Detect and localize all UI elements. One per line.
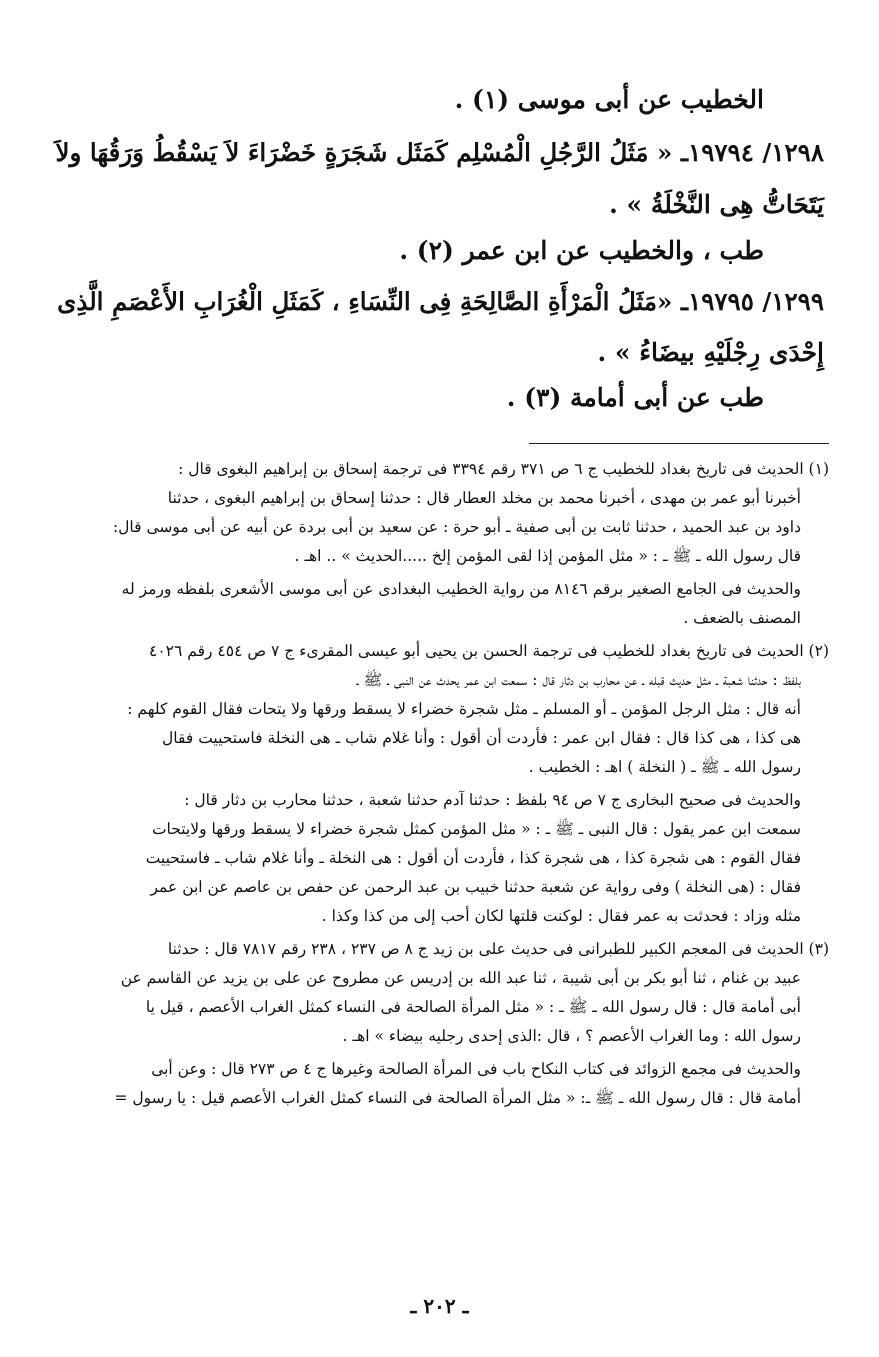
main-line: ١٢٩٨/ ١٩٧٩٤ـ « مَثَلُ الرَّجُلِ الْمُسْلِم كَمَثَل شَجَرَةٍ خَضْرَاءَ لاَ يَسْقُطُ وَرَقُهَا ولاَ — [55, 138, 824, 167]
footnote-separator — [529, 443, 829, 444]
main-line: طب عن أبى أمامة (٣) . — [506, 383, 764, 412]
footnote-line: قال رسول الله ـ ﷺ ـ : « مثل المؤمن إذا لقى المؤمن إلخ .....الحديث » .. اهـ . — [294, 547, 801, 565]
footnote-line: فقال القوم : هى شجرة كذا ، هى شجرة كذا ، فأردت أن أقول : هى النخلة ـ وأنا غلام شاب ـ فاستحييت — [145, 849, 801, 867]
main-line: إِحْدَى رِجْلَيْهِ بيضَاءُ » . — [597, 338, 824, 367]
footnote-line: والحديث فى صحيح البخارى ج ٧ ص ٩٤ بلفظ : حدثنا آدم حدثنا شعبة ، حدثنا محارب بن دثار قال : — [184, 791, 801, 809]
footnote-line: بلفظ : حدثنا شعبة ـ مثل حديث قبله ـ عن محارب بن دثار قال : سمعت ابن عمر يحدث عن النبى ـ ﷺ ـ — [356, 671, 801, 689]
footnote-line: والحديث فى الجامع الصغير برقم ٨١٤٦ من رواية الخطيب البغدادى عن أبى موسى الأشعرى بلفظه ورمز له — [121, 580, 801, 598]
main-line: ١٢٩٩/ ١٩٧٩٥ـ «مَثَلُ الْمَرْأَةِ الصَّالِحَةِ فِى النِّسَاءِ ، كَمَثَلِ الْغُرَابِ الأَعْصَمِ الَّذِى — [57, 287, 824, 316]
footnote-line: أنه قال : مثل الرجل المؤمن ـ أو المسلم ـ مثل شجرة خضراء لا يسقط ورقها ولا يتحات فقال القوم كلهم : — [127, 700, 801, 718]
footnote-line: (٣) الحديث فى المعجم الكبير للطبرانى فى حديث على بن زيد ج ٨ ص ٢٣٧ ، ٢٣٨ رقم ٧٨١٧ قال : حدثنا — [167, 940, 829, 958]
main-line: يَتَحَاتُّ هِى النَّخْلَةُ » . — [609, 190, 824, 219]
main-line: طب ، والخطيب عن ابن عمر (٢) . — [399, 236, 764, 265]
main-line: الخطيب عن أبى موسى (١) . — [454, 85, 764, 114]
footnote-line: رسول الله : وما الغراب الأعصم ؟ ، قال :الذى إحدى رجليه بيضاء » اهـ . — [342, 1027, 801, 1045]
footnote-line: والحديث فى مجمع الزوائد فى كتاب النكاح باب فى المرأة الصالحة وغيرها ج ٤ ص ٢٧٣ قال : وعن أبى — [151, 1060, 801, 1078]
footnote-line: أخبرنا أبو عمر بن مهدى ، أخبرنا محمد بن مخلد العطار قال : حدثنا إسحاق بن إبراهيم البغوى ، حدثنا — [167, 489, 801, 507]
footnote-line: عبيد بن غنام ، ثنا أبو بكر بن أبى شيبة ، ثنا عبد الله بن إدريس عن مطروح عن على بن يزيد عن القاسم عن — [120, 969, 801, 987]
footnote-line: أمامة قال : قال رسول الله ـ ﷺ ـ: « مثل المرأة الصالحة فى النساء كمثل الغراب الأعصم قيل : يا رسول = — [114, 1089, 801, 1107]
footnote-line: هى كذا ، هى كذا قال : فقال ابن عمر : فأردت أن أقول : وأنا غلام شاب ـ هى النخلة فاستحييت فقال — [162, 729, 801, 747]
footnote-line: مثله وزاد : فحدثت به عمر فقال : لوكنت قلتها لكان أحب إلى من كذا وكذا . — [321, 907, 801, 925]
footnote-line: المصنف بالضعف . — [683, 609, 801, 627]
footnote-line: رسول الله ـ ﷺ ـ ( النخلة ) اهـ : الخطيب . — [528, 758, 801, 776]
page-number: ـ ٢٠٢ ـ — [410, 1294, 469, 1318]
footnote-line: (٢) الحديث فى تاريخ بغداد للخطيب فى ترجمة الحسن بن يحيى أبو عيسى المقرىء ج ٧ ص ٤٥٤ رقم ٤٠٢٦ — [149, 642, 829, 660]
footnote-line: داود بن عبد الحميد ، حدثنا ثابت بن أبى صفية ـ أبو حرة : عن سعيد بن أبى بردة عن أبيه عن أبى موسى قال: — [112, 518, 801, 536]
footnote-line: أبى أمامة قال : قال رسول الله ـ ﷺ ـ : « مثل المرأة الصالحة فى النساء كمثل الغراب الأعصم ، قيل يا — [145, 998, 801, 1016]
footnote-line: (١) الحديث فى تاريخ بغداد للخطيب ج ٦ ص ٣٧١ رقم ٣٣٩٤ فى ترجمة إسحاق بن إبراهيم البغوى قال : — [178, 460, 829, 478]
footnote-line: فقال : (هى النخلة ) وفى رواية عن شعبة حدثنا خبيب بن عبد الرحمن عن حفص بن عاصم عن ابن عمر — [150, 878, 801, 896]
footnote-line: سمعت ابن عمر يقول : قال النبى ـ ﷺ ـ : « مثل المؤمن كمثل شجرة خضراء لا يسقط ورقها ولايتحات — [151, 820, 801, 838]
